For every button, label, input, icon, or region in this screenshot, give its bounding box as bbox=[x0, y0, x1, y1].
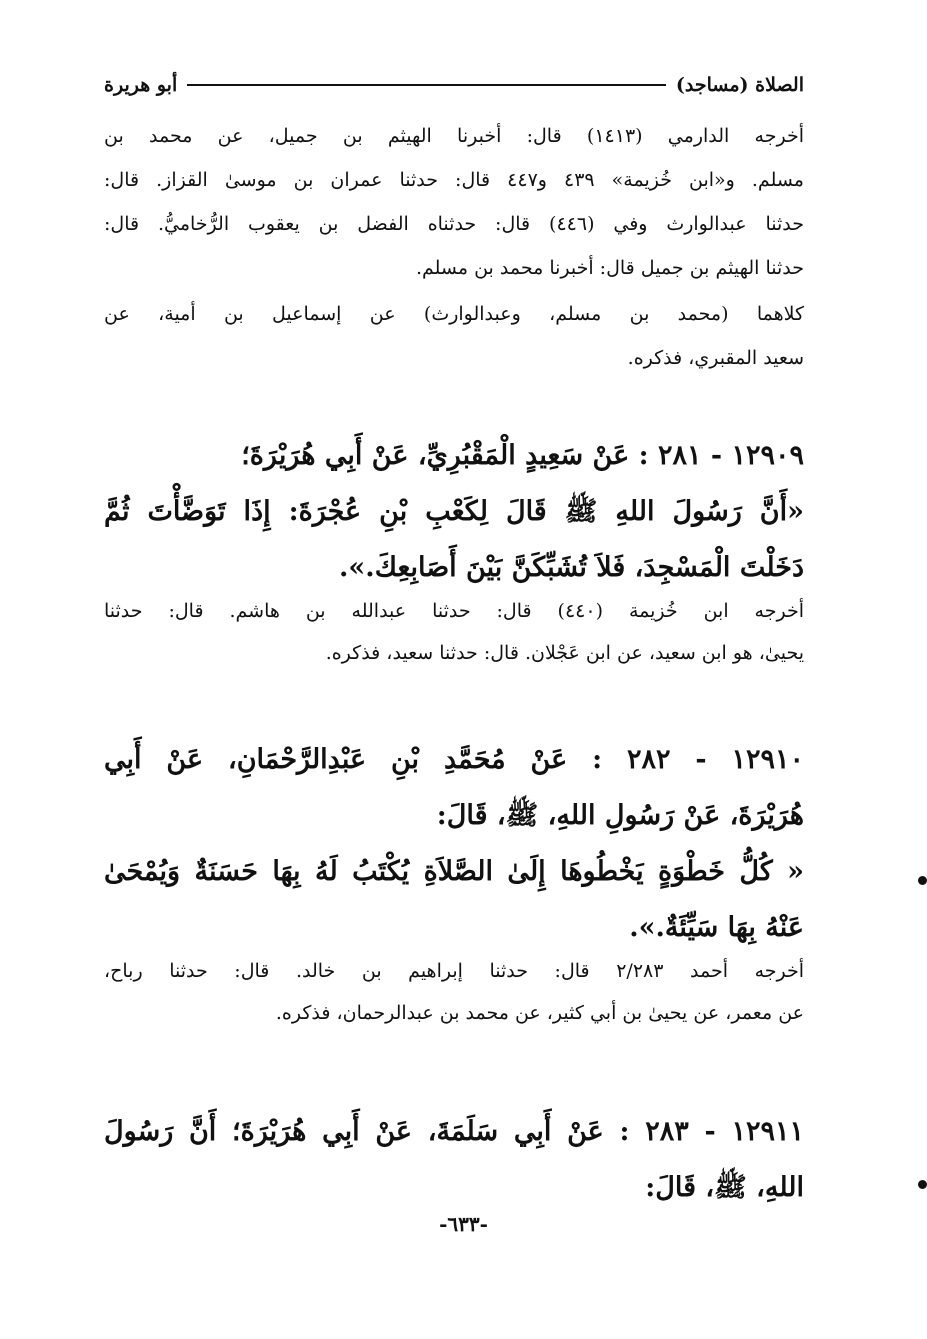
takhrij-paragraph-1 bbox=[104, 114, 804, 290]
hadith-line: « كُلُّ خَطْوَةٍ يَخْطُوهَا إِلَىٰ الصَّلاَةِ يُكْتَبُ لَهُ بِهَا حَسَنَةٌ وَيُمْحَىٰ bbox=[104, 856, 804, 887]
hadith-line: ١٢٩١٠ - ٢٨٢ : عَنْ مُحَمَّدِ بْنِ عَبْدِالرَّحْمَانِ، عَنْ أَبِي bbox=[104, 744, 804, 775]
text-line: يحيىٰ، هو ابن سعيد، عن ابن عَجْلان. قال: حدثنا سعيد، فذكره. bbox=[325, 642, 804, 664]
section-title: أبو هريرة bbox=[104, 74, 178, 96]
takhrij-paragraph-2 bbox=[104, 292, 804, 380]
text-line: كلاهما (محمد بن مسلم، وعبدالوارث) عن إسماعيل بن أمية، عن bbox=[104, 303, 804, 325]
text-line: عن معمر، عن يحيىٰ بن أبي كثير، عن محمد بن عبدالرحمان، فذكره. bbox=[275, 1002, 804, 1024]
hadith-line: دَخَلْتَ الْمَسْجِدَ، فَلاَ تُشَبِّكَنَّ بَيْنَ أَصَابِعِكَ.». bbox=[339, 552, 804, 583]
hadith-12909 bbox=[104, 428, 804, 596]
text-line: سعيد المقبري، فذكره. bbox=[627, 347, 804, 369]
hadith-12910 bbox=[104, 732, 804, 956]
hadith-12910-note bbox=[104, 950, 804, 1034]
hadith-12911 bbox=[104, 1104, 804, 1216]
scan-mark bbox=[918, 876, 927, 885]
chapter-title: الصلاة (مساجد) bbox=[675, 74, 804, 96]
running-header bbox=[104, 70, 804, 100]
text-line: أخرجه الدارمي (١٤١٣) قال: أخبرنا الهيثم بن جميل، عن محمد بن bbox=[104, 125, 804, 147]
page-number: -٦٣٣- bbox=[439, 1212, 488, 1236]
hadith-line: «أَنَّ رَسُولَ اللهِ ﷺ قَالَ لِكَعْبِ بْنِ عُجْرَةَ: إِذَا تَوَضَّأْتَ ثُمَّ bbox=[104, 496, 804, 527]
text-line: أخرجه ابن خُزيمة (٤٤٠) قال: حدثنا عبدالله بن هاشم. قال: حدثنا bbox=[104, 600, 804, 622]
text-line: حدثنا عبدالوارث وفي (٤٤٦) قال: حدثناه الفضل بن يعقوب الرُّخاميُّ. قال: bbox=[104, 213, 805, 235]
header-rule bbox=[187, 84, 666, 86]
text-line: مسلم. و«ابن خُزيمة» ٤٣٩ و٤٤٧ قال: حدثنا عمران بن موسىٰ القزاز. قال: bbox=[104, 169, 804, 191]
text-line: حدثنا الهيثم بن جميل قال: أخبرنا محمد بن مسلم. bbox=[415, 257, 804, 279]
hadith-line: عَنْهُ بِهَا سَيِّئَةٌ.». bbox=[629, 912, 804, 943]
hadith-12909-note bbox=[104, 590, 804, 674]
hadith-line: هُرَيْرَةَ، عَنْ رَسُولِ اللهِ، ﷺ، قَالَ: bbox=[436, 800, 804, 831]
scan-mark bbox=[918, 1180, 927, 1189]
text-line: أخرجه أحمد ٢/٢٨٣ قال: حدثنا إبراهيم بن خالد. قال: حدثنا رباح، bbox=[104, 960, 805, 982]
hadith-line: ١٢٩١١ - ٢٨٣ : عَنْ أَبِي سَلَمَةَ، عَنْ أَبِي هُرَيْرَةَ؛ أَنَّ رَسُولَ bbox=[104, 1116, 804, 1147]
hadith-line: اللهِ، ﷺ، قَالَ: bbox=[645, 1172, 804, 1203]
hadith-line: ١٢٩٠٩ - ٢٨١ : عَنْ سَعِيدٍ الْمَقْبُرِيِّ، عَنْ أَبِي هُرَيْرَةَ؛ bbox=[241, 440, 804, 471]
